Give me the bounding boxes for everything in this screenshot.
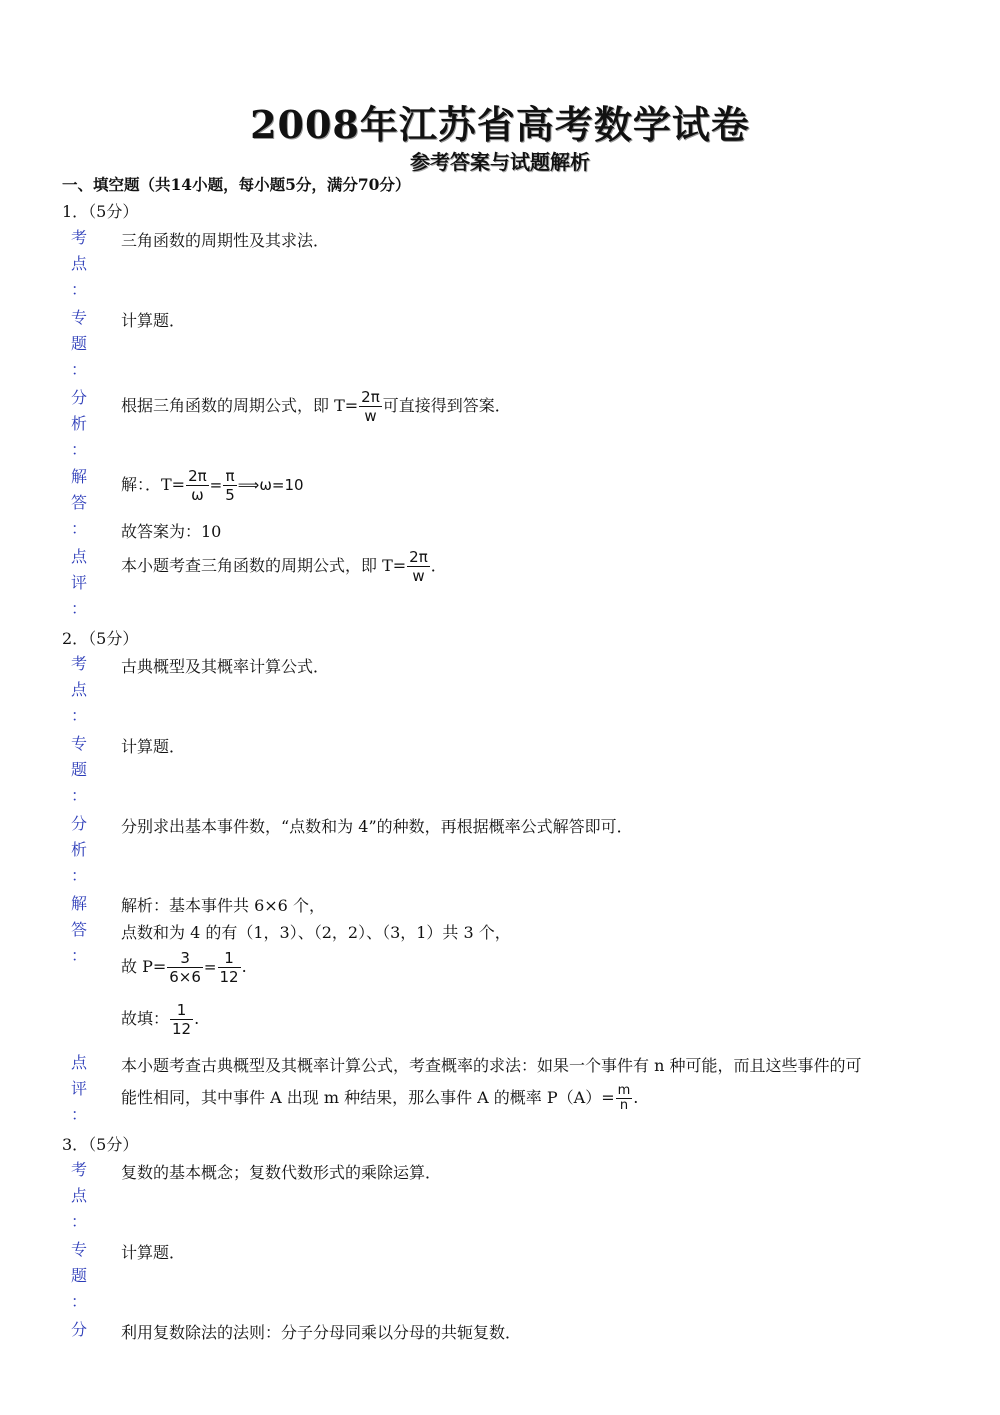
fraction-3-over-6x6: $\frac{3}{6\times 6}$ [169,949,201,986]
q3-fenxi-label: 分 [70,1320,87,1339]
q2-zhuanti-text: 计算题． [121,737,186,756]
implies-arrow: ⟹ [237,476,260,494]
page-subtitle: 参考答案与试题解析 [410,150,590,174]
q1-answer: 故答案为：10 [121,522,222,541]
q2-dianping-label: 点 评 ： [70,1053,87,1124]
question-3-heading: 3．（5分） [62,1135,139,1154]
q3-fenxi-text: 利用复数除法的法则：分子分母同乘以分母的共轭复数． [121,1323,522,1342]
q2-fill-answer: 故填： $\frac{1}{12}$ . [121,1001,200,1038]
q3-zhuanti-label: 专 题 ： [70,1240,87,1311]
q2-fenxi-text: 分别求出基本事件数，“点数和为 4”的种数，再根据概率公式解答即可． [121,817,633,836]
fraction-m-over-n: $\frac{m}{n}$ [617,1083,631,1113]
q2-jieda-probability: 故 P= $\frac{3}{6\times 6}$ = $\frac{1}{12}$ . [121,949,247,986]
q2-dianping-line-1: 本小题考查古典概型及其概率计算公式，考查概率的求法：如果一个事件有 n 种可能，而且这些事件的可 [121,1056,862,1075]
q1-kaodian-label: 考 点 ： [70,228,87,299]
fraction-1-over-12: $\frac{1}{12}$ [219,949,239,986]
q1-fenxi-text: 根据三角函数的周期公式，即 T= $\frac{2\pi}{w}$ 可直接得到答案． [121,388,511,425]
q1-zhuanti-text: 计算题． [121,311,186,330]
fraction-2pi-over-w: $\frac{2\pi}{w}$ [361,388,380,425]
q1-zhuanti-label: 专 题 ： [70,308,87,379]
q2-jieda-line-1: 解析：基本事件共 6×6 个， [121,896,325,915]
q2-kaodian-text: 古典概型及其概率计算公式． [121,657,330,676]
q1-fenxi-label: 分 析 ： [70,388,87,459]
q2-jieda-line-2: 点数和为 4 的有（1，3）、（2，2）、（3，1）共 3 个， [121,923,511,942]
q1-dianping-label: 点 评 ： [70,547,87,618]
q3-kaodian-text: 复数的基本概念；复数代数形式的乘除运算． [121,1163,442,1182]
q2-zhuanti-label: 专 题 ： [70,734,87,805]
q3-kaodian-label: 考 点 ： [70,1160,87,1231]
fraction-1-over-12: $\frac{1}{12}$ [172,1001,192,1038]
fraction-2pi-over-w: $\frac{2\pi}{w}$ [409,548,428,585]
question-1-heading: 1．（5分） [62,202,139,221]
q1-kaodian-text: 三角函数的周期性及其求法． [121,231,330,250]
question-2-heading: 2．（5分） [62,629,139,648]
fraction-pi-over-5: $\frac{\pi}{5}$ [225,467,235,504]
q2-dianping-line-2: 能性相同，其中事件 A 出现 m 种结果，那么事件 A 的概率 P（A）= $\frac{m}{n}$ . [121,1083,639,1113]
q2-jieda-label: 解 答 ： [70,894,87,965]
fraction-2pi-over-omega: $\frac{2\pi}{\omega}$ [188,467,207,504]
q1-jieda-label: 解 答 ： [70,467,87,538]
q1-jieda-formula: 解：．T= $\frac{2\pi}{\omega}$ = $\frac{\pi}{5}$ ⟹ω=10 [121,467,304,504]
q1-dianping-text: 本小题考查三角函数的周期公式，即 T= $\frac{2\pi}{w}$ ． [121,548,447,585]
q2-kaodian-label: 考 点 ： [70,654,87,725]
section-heading: 一、填空题（共14小题，每小题5分，满分70分） [62,175,411,194]
q3-zhuanti-text: 计算题． [121,1243,186,1262]
page-title: 2008年江苏省高考数学试卷 [250,102,750,147]
q2-fenxi-label: 分 析 ： [70,814,87,885]
